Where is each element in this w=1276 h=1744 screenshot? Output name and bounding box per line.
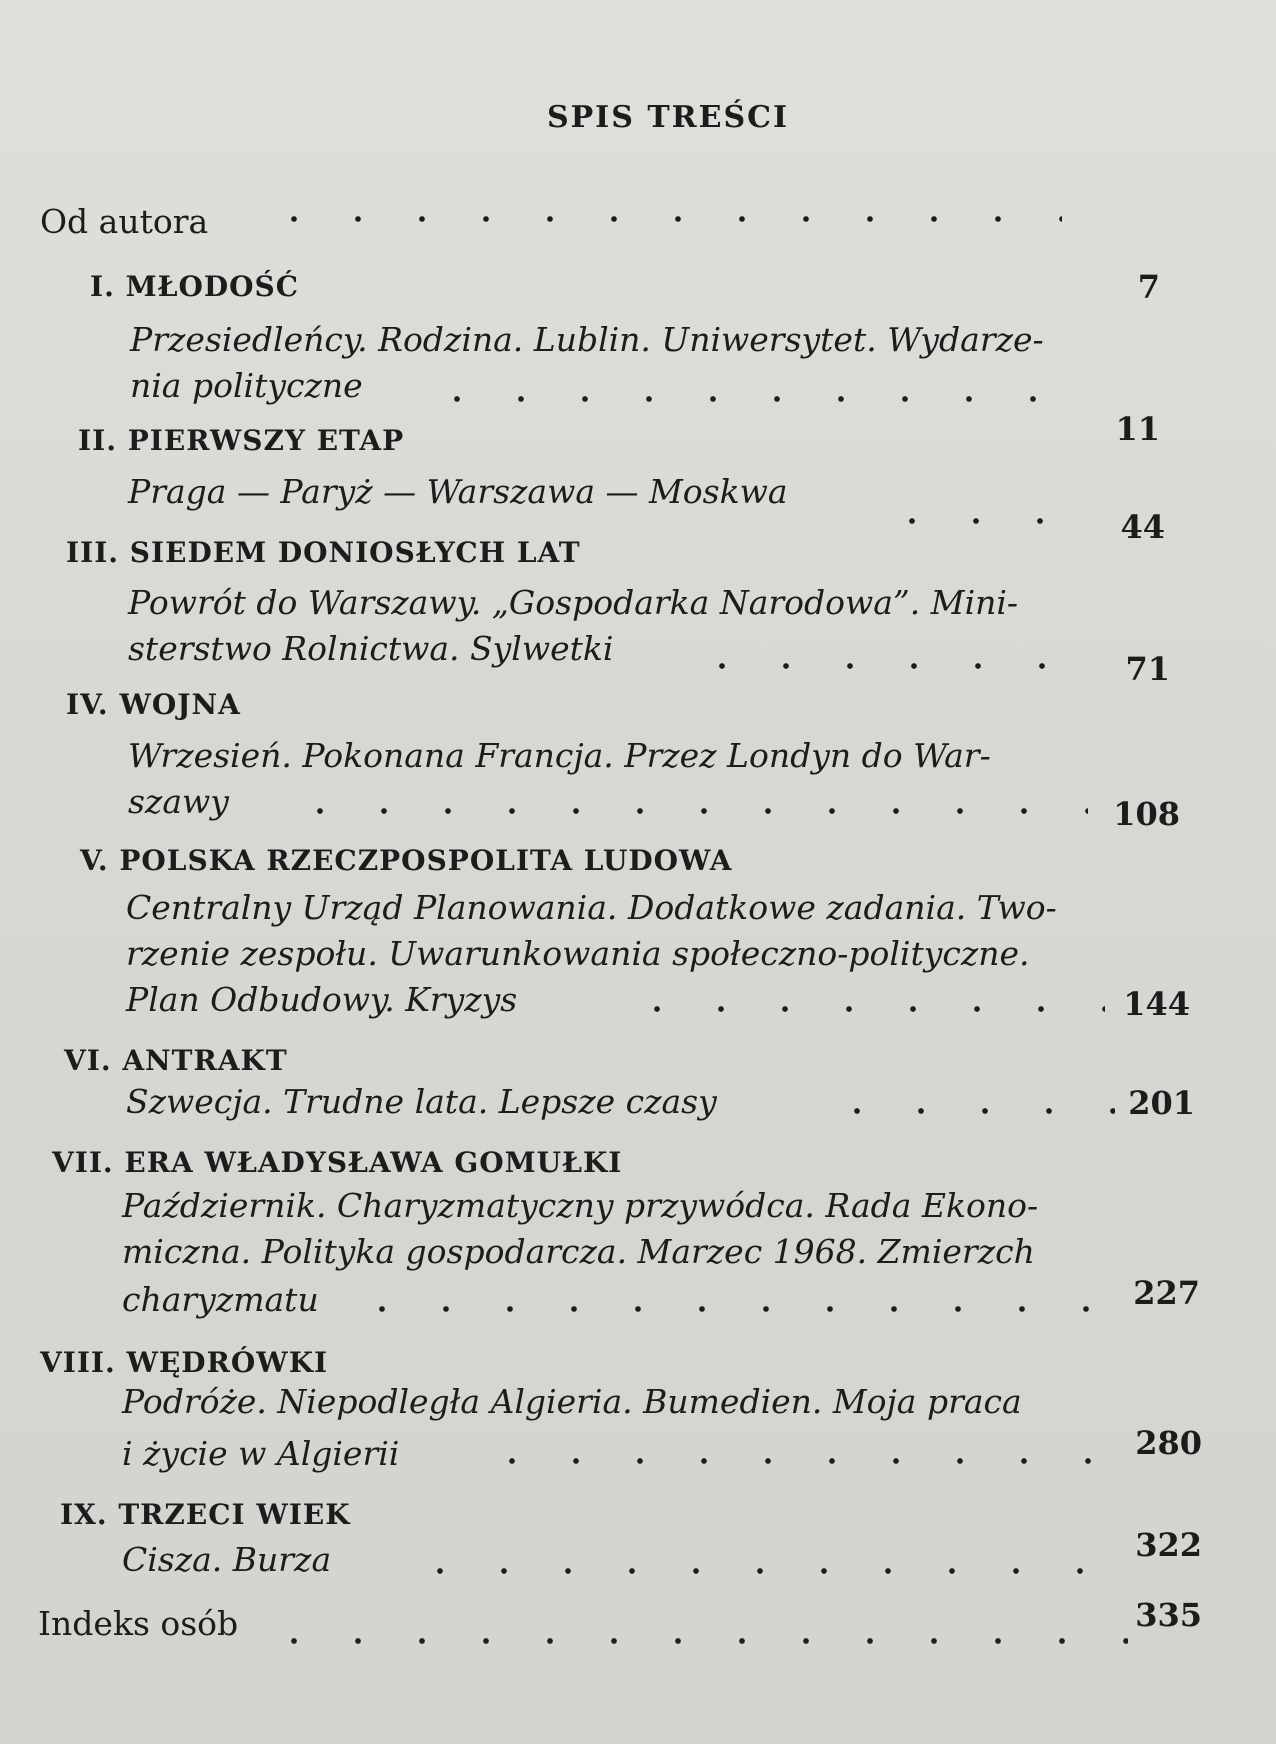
page-number: 11 — [1115, 410, 1160, 448]
chapter-subtitle: charyzmatu — [122, 1280, 319, 1319]
toc-entry-index: Indeks osób — [38, 1604, 239, 1643]
chapter-subtitle: Przesiedleńcy. Rodzina. Lublin. Uniwersytet. Wydarze- — [130, 320, 1044, 359]
page-title: SPIS TREŚCI — [546, 100, 790, 135]
leader-dots — [690, 655, 1090, 677]
chapter-subtitle: rzenie zespołu. Uwarunkowania społeczno-polityczne. — [126, 934, 1030, 973]
leader-dots — [425, 388, 1075, 410]
page-number: 280 — [1135, 1424, 1202, 1462]
chapter-subtitle: i życie w Algierii — [122, 1434, 400, 1473]
leader-dots — [480, 1450, 1120, 1472]
toc-entry-foreword: Od autora — [40, 202, 209, 241]
page-number: 144 — [1123, 985, 1190, 1023]
chapter-heading: III. SIEDEM DONIOSŁYCH LAT — [66, 536, 581, 569]
page-number: 71 — [1125, 650, 1170, 688]
chapter-heading: V. POLSKA RZECZPOSPOLITA LUDOWA — [80, 844, 733, 877]
leader-dots — [880, 510, 1080, 532]
page-number: 7 — [1137, 268, 1160, 306]
chapter-subtitle: szawy — [128, 782, 229, 821]
chapter-subtitle: miczna. Polityka gospodarcza. Marzec 1968. Zmierzch — [122, 1232, 1035, 1271]
leader-dots — [825, 1100, 1115, 1122]
page-number: 335 — [1135, 1596, 1202, 1634]
chapter-heading: II. PIERWSZY ETAP — [78, 424, 405, 457]
leader-dots — [262, 1630, 1128, 1652]
chapter-subtitle: sterstwo Rolnictwa. Sylwetki — [128, 629, 614, 668]
chapter-heading: IV. WOJNA — [66, 688, 241, 721]
leader-dots — [625, 998, 1105, 1020]
page-number: 322 — [1135, 1526, 1202, 1564]
leader-dots — [288, 800, 1088, 822]
page-number: 201 — [1128, 1084, 1195, 1122]
chapter-subtitle: Cisza. Burza — [122, 1540, 332, 1579]
chapter-subtitle: Podróże. Niepodległa Algieria. Bumedien. Moja praca — [122, 1382, 1022, 1421]
leader-dots — [350, 1298, 1120, 1320]
chapter-subtitle: Wrzesień. Pokonana Francja. Przez Londyn do War- — [128, 736, 991, 775]
chapter-heading: IX. TRZECI WIEK — [60, 1498, 351, 1531]
chapter-subtitle: Centralny Urząd Planowania. Dodatkowe zadania. Two- — [126, 888, 1057, 927]
page-number: 44 — [1120, 508, 1165, 546]
chapter-subtitle: nia polityczne — [130, 366, 363, 405]
chapter-subtitle: Plan Odbudowy. Kryzys — [126, 980, 518, 1019]
chapter-subtitle: Powrót do Warszawy. „Gospodarka Narodowa”. Mini- — [128, 583, 1019, 622]
leader-dots — [408, 1560, 1128, 1582]
chapter-heading: VIII. WĘDRÓWKI — [40, 1346, 329, 1379]
leader-dots — [262, 208, 1062, 230]
page-number: 108 — [1113, 795, 1180, 833]
chapter-heading: I. MŁODOŚĆ — [90, 270, 300, 303]
chapter-heading: VI. ANTRAKT — [64, 1044, 288, 1077]
page-number: 227 — [1133, 1274, 1200, 1312]
chapter-subtitle: Szwecja. Trudne lata. Lepsze czasy — [126, 1082, 717, 1121]
chapter-subtitle: Praga — Paryż — Warszawa — Moskwa — [128, 472, 788, 511]
chapter-subtitle: Październik. Charyzmatyczny przywódca. Rada Ekono- — [122, 1186, 1039, 1225]
chapter-heading: VII. ERA WŁADYSŁAWA GOMUŁKI — [52, 1146, 623, 1179]
